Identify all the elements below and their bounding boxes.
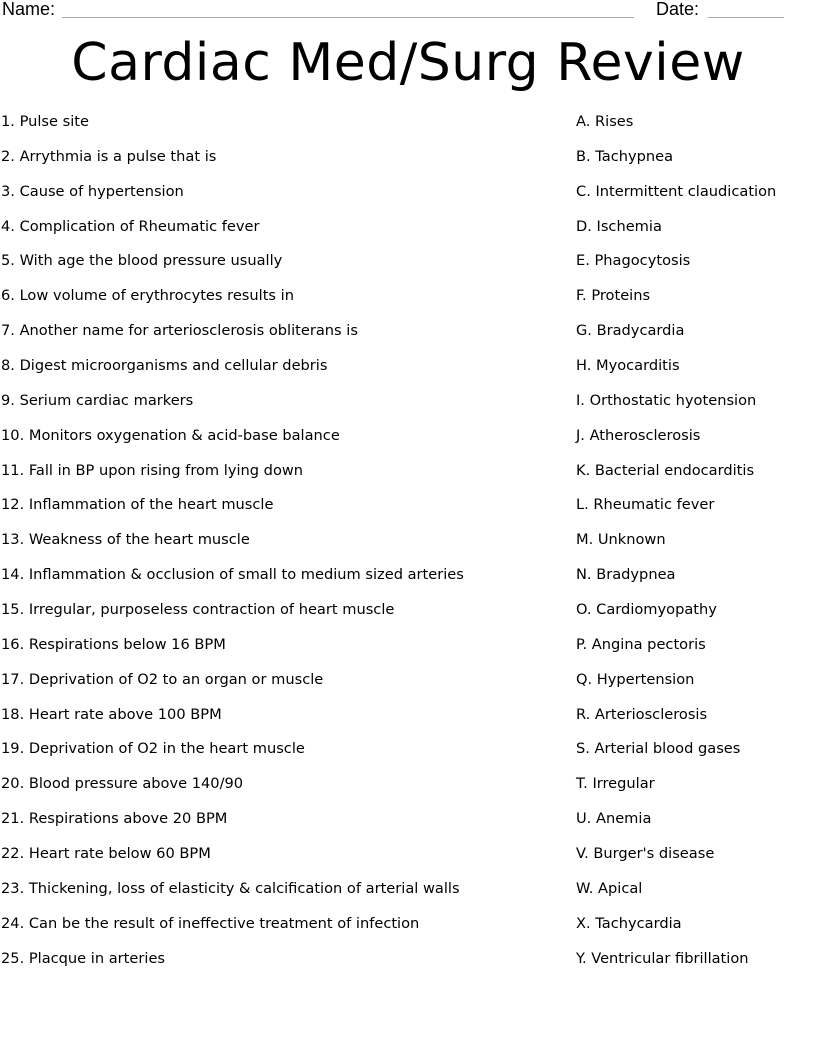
clue-item: 9. Serium cardiac markers xyxy=(1,391,194,409)
clue-item: 23. Thickening, loss of elasticity & calcification of arterial walls xyxy=(1,879,460,897)
clue-item: 2. Arrythmia is a pulse that is xyxy=(1,147,217,165)
clue-item: 3. Cause of hypertension xyxy=(1,182,184,200)
clue-item: 4. Complication of Rheumatic fever xyxy=(1,217,260,235)
answer-item: A. Rises xyxy=(576,113,634,130)
answer-item: D. Ischemia xyxy=(576,217,662,235)
answer-item: H. Myocarditis xyxy=(576,357,680,375)
clue-item: 22. Heart rate below 60 BPM xyxy=(1,845,211,863)
clue-item: 6. Low volume of erythrocytes results in xyxy=(1,287,294,305)
answer-item: J. Atherosclerosis xyxy=(576,426,701,444)
answer-item: O. Cardiomyopathy xyxy=(576,601,717,619)
answer-item: R. Arteriosclerosis xyxy=(576,705,708,723)
name-blank-line xyxy=(62,17,634,18)
answer-item: L. Rheumatic fever xyxy=(576,496,715,514)
clue-item: 11. Fall in BP upon rising from lying down xyxy=(1,461,304,479)
answer-item: K. Bacterial endocarditis xyxy=(576,461,755,479)
answer-item: I. Orthostatic hyotension xyxy=(576,391,757,409)
clue-item: 14. Inflammation & occlusion of small to medium sized arteries xyxy=(1,566,464,584)
answer-item: B. Tachypnea xyxy=(576,147,674,165)
clue-item: 18. Heart rate above 100 BPM xyxy=(1,705,222,723)
answer-item: U. Anemia xyxy=(576,810,652,828)
answer-item: V. Burger's disease xyxy=(576,845,715,863)
clue-item: 19. Deprivation of O2 in the heart muscle xyxy=(1,740,305,758)
answer-list xyxy=(576,112,814,983)
clue-item: 8. Digest microorganisms and cellular debris xyxy=(1,357,328,375)
page-title: Cardiac Med/Surg Review xyxy=(71,33,745,93)
answer-item: X. Tachycardia xyxy=(576,914,682,932)
clue-item: 25. Placque in arteries xyxy=(1,949,166,967)
answer-item: M. Unknown xyxy=(576,531,666,549)
clue-item: 13. Weakness of the heart muscle xyxy=(1,531,250,549)
date-label: Date: xyxy=(656,0,700,19)
clue-item: 10. Monitors oxygenation & acid-base balance xyxy=(1,426,340,444)
answer-item: C. Intermittent claudication xyxy=(576,182,777,200)
clue-item: 16. Respirations below 16 BPM xyxy=(1,635,226,653)
clue-item: 7. Another name for arteriosclerosis obliterans is xyxy=(1,322,358,340)
name-label: Name: xyxy=(2,0,56,19)
answer-item: W. Apical xyxy=(576,879,643,897)
clue-item: 24. Can be the result of ineffective treatment of infection xyxy=(1,914,420,932)
answer-item: Q. Hypertension xyxy=(576,670,695,688)
answer-item: S. Arterial blood gases xyxy=(576,740,741,758)
answer-item: Y. Ventricular fibrillation xyxy=(576,949,749,967)
answer-item: G. Bradycardia xyxy=(576,322,685,340)
answer-item: T. Irregular xyxy=(576,775,655,793)
clue-item: 20. Blood pressure above 140/90 xyxy=(1,775,244,793)
clue-item: 5. With age the blood pressure usually xyxy=(1,252,283,270)
date-blank-line xyxy=(708,17,784,18)
clue-item: 21. Respirations above 20 BPM xyxy=(1,810,228,828)
worksheet-header xyxy=(0,0,816,22)
clue-item: 12. Inflammation of the heart muscle xyxy=(1,496,274,514)
answer-item: E. Phagocytosis xyxy=(576,252,691,270)
clue-item: 15. Irregular, purposeless contraction of heart muscle xyxy=(1,601,395,619)
answer-item: F. Proteins xyxy=(576,287,651,305)
answer-item: N. Bradypnea xyxy=(576,566,676,584)
clue-item: 1. Pulse site xyxy=(1,113,89,130)
clue-item: 17. Deprivation of O2 to an organ or muscle xyxy=(1,670,324,688)
clue-list xyxy=(1,112,561,983)
answer-item: P. Angina pectoris xyxy=(576,635,706,653)
